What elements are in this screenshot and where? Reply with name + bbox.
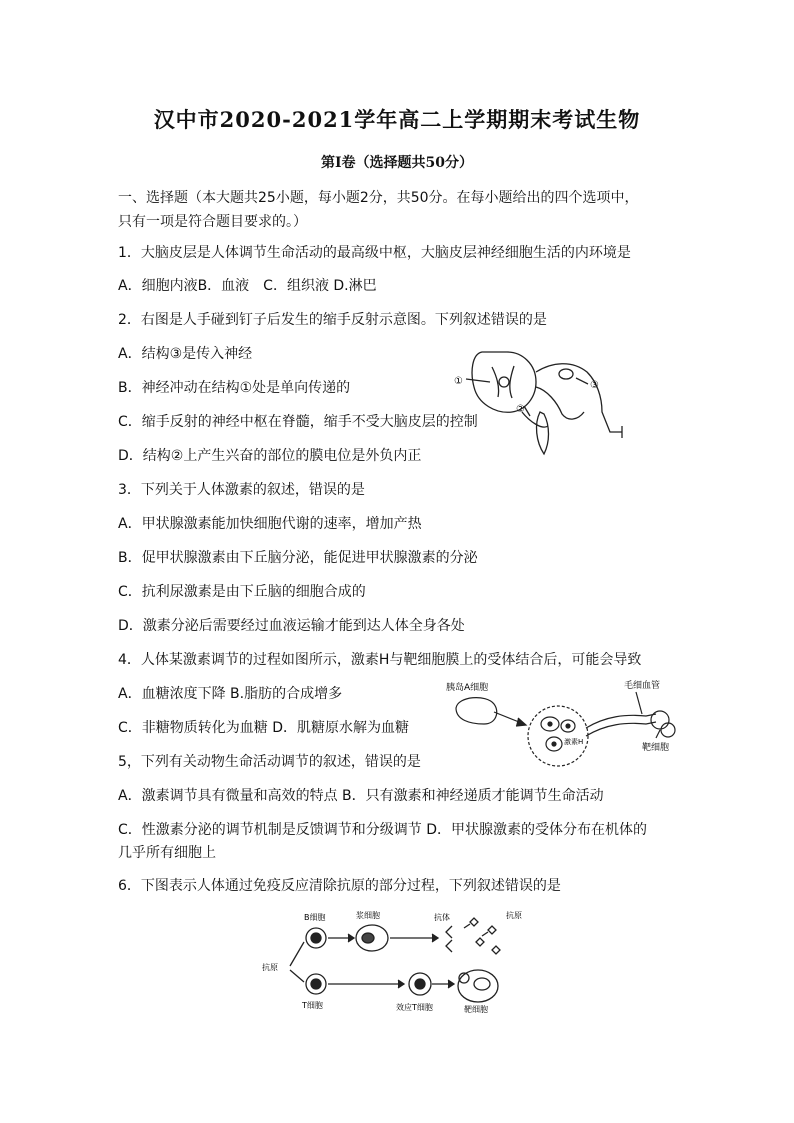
section-intro-line-1: 一、选择题（本大题共25小题，每小题2分，共50分。在每小题给出的四个选项中， [118, 190, 639, 206]
section-subtitle: 第Ⅰ卷（选择题共50分） [320, 155, 474, 171]
b-cell-label: B细胞 [304, 913, 326, 922]
fig-label-3: ③ [590, 380, 599, 391]
target-cell-shape [458, 970, 498, 1002]
q4-options-cd: C．非糖物质转化为血糖 D．肌糖原水解为血糖 [118, 720, 410, 736]
fig-label-2: ② [516, 404, 525, 415]
antibody-label: 抗体 [434, 913, 450, 922]
capillary-label: 毛细血管 [624, 681, 661, 691]
effector-t-cell-label: 效应T细胞 [396, 1003, 433, 1012]
antigen-top-label: 抗原 [506, 911, 522, 920]
target-cell-label-6: 靶细胞 [464, 1005, 488, 1014]
q6-stem: 6．下图表示人体通过免疫反应清除抗原的部分过程，下列叙述错误的是 [118, 878, 561, 894]
q2-option-c: C．缩手反射的神经中枢在脊髓，缩手不受大脑皮层的控制 [118, 414, 478, 430]
q3-option-c: C．抗利尿激素是由下丘脑的细胞合成的 [118, 584, 366, 600]
q3-stem: 3．下列关于人体激素的叙述，错误的是 [118, 482, 365, 498]
q2-option-b: B．神经冲动在结构①处是单向传递的 [118, 380, 351, 396]
q2-option-d: D．结构②上产生兴奋的部位的膜电位是外负内正 [118, 448, 422, 464]
q3-option-d: D．激素分泌后需要经过血液运输才能到达人体全身各处 [118, 618, 465, 634]
plasma-cell-label: 浆细胞 [356, 911, 380, 920]
section-intro-line-2: 只有一项是符合题目要求的。） [118, 214, 307, 230]
q5-options-cd-line-2: 几乎所有细胞上 [118, 845, 216, 861]
spinal-cord-outline [472, 352, 536, 412]
islet-a-cell-shape [456, 698, 497, 724]
immune-response-figure [256, 906, 546, 1016]
q4-stem: 4．人体某激素调节的过程如图所示，激素H与靶细胞膜上的受体结合后，可能会导致 [118, 652, 642, 668]
q5-options-cd-line-1: C．性激素分泌的调节机制是反馈调节和分级调节 D．甲状腺激素的受体分布在机体的 [118, 822, 648, 838]
target-cell-label: 靶细胞 [642, 743, 670, 753]
antigen-left-label: 抗原 [262, 963, 278, 972]
q3-option-a: A．甲状腺激素能加快细胞代谢的速率，增加产热 [118, 516, 422, 532]
q5-options-ab: A．激素调节具有微量和高效的特点 B．只有激素和神经递质才能调节生命活动 [118, 788, 604, 804]
q2-option-a: A．结构③是传入神经 [118, 346, 253, 362]
t-cell-label: T细胞 [302, 1001, 323, 1010]
q4-options-ab: A．血糖浓度下降 B.脂肪的合成增多 [118, 686, 343, 702]
islet-a-cell-label: 胰岛A细胞 [446, 683, 489, 693]
q3-option-b: B．促甲状腺激素由下丘脑分泌，能促进甲状腺激素的分泌 [118, 550, 478, 566]
page-title: 汉中市2020-2021学年高二上学期期末考试生物 [153, 107, 641, 132]
hormone-regulation-figure [446, 678, 686, 773]
muscle-shape [537, 412, 549, 454]
q1-options: A．细胞内液B．血液 C．组织液 D.淋巴 [118, 278, 377, 294]
fig-label-1: ① [454, 376, 463, 387]
q1-stem: 1．大脑皮层是人体调节生命活动的最高级中枢，大脑皮层神经细胞生活的内环境是 [118, 245, 631, 261]
q2-stem: 2．右图是人手碰到钉子后发生的缩手反射示意图。下列叙述错误的是 [118, 312, 547, 328]
q5-stem: 5，下列有关动物生命活动调节的叙述，错误的是 [118, 754, 421, 770]
hormone-h-label: 激素H [564, 738, 584, 746]
reflex-arc-figure [452, 342, 632, 457]
